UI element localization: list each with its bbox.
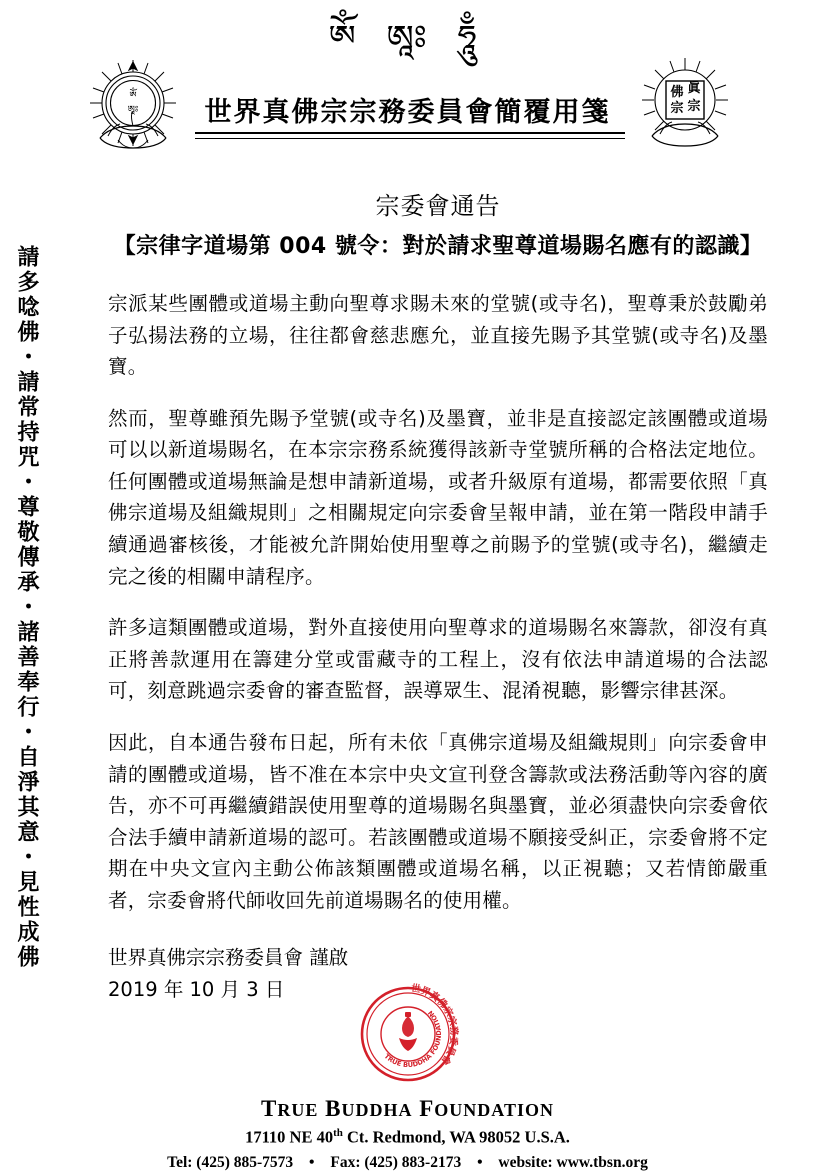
footer-tel: Tel: (425) 885-7573 (167, 1153, 294, 1171)
svg-text:TRUE BUDDHA FOUNDATION: TRUE BUDDHA FOUNDATION (382, 1008, 444, 1070)
svg-text:世界真佛宗宗務委員會: 世界真佛宗宗務委員會 (410, 982, 460, 1067)
tibetan-mantra: ༀ ཨཱཿ ཧཱུྃ (328, 18, 487, 58)
footer-website[interactable]: website: www.tbsn.org (498, 1153, 648, 1171)
svg-text:ༀ: ༀ (129, 91, 137, 101)
notice-subtitle: 【宗律字道場第 004 號令：對於請求聖尊道場賜名應有的認識】 (113, 234, 763, 259)
footer-address (0, 1127, 815, 1148)
svg-text:ཨཱཿ: ཨཱཿ (127, 105, 139, 115)
footer-separator-1: • (309, 1153, 315, 1171)
footer-organization (0, 1096, 815, 1122)
header-title: 世界真佛宗宗務委員會簡覆用箋 (204, 97, 611, 128)
svg-text:宗: 宗 (670, 101, 684, 116)
footer-org-uddha: UDDHA (341, 1100, 413, 1120)
footer-fax: Fax: (425) 883-2173 (330, 1153, 462, 1171)
footer-org-rue: RUE (277, 1100, 319, 1120)
paragraph-2: 然而，聖尊雖預先賜予堂號(或寺名)及墨寶，並非是直接認定該團體或道場可以以新道場賜名，在本宗宗務系統獲得該新寺堂號所稱的合格法定地位。任何團體或道場無論是想申請新道場，或者升級原有道場，都需要依照「真佛宗道場及組織規則」之相關規定向宗委會呈報申請，並在第一階段申請手續通過審核後，才能被允許開始使用聖尊之前賜予的堂號(或寺名)，繼續走完之後的相關申請程序。 (108, 406, 768, 588)
signature-organization: 世界真佛宗宗務委員會 謹啟 (108, 946, 349, 970)
address-suffix: Ct. Redmond, WA 98052 U.S.A. (342, 1127, 570, 1147)
document-body (108, 186, 768, 1005)
header-divider-top (195, 132, 625, 134)
red-round-seal (352, 978, 464, 1090)
svg-text:眞: 眞 (687, 81, 701, 96)
document-footer (0, 1096, 815, 1172)
footer-contact (0, 1154, 815, 1172)
address-ordinal: th (333, 1127, 343, 1139)
vertical-slogan: 請多唸佛・請常持咒・尊敬傳承・諸善奉行・自淨其意・見性成佛 (14, 245, 39, 970)
footer-org-b: B (325, 1096, 342, 1121)
paragraph-3: 許多這類團體或道場，對外直接使用向聖尊求的道場賜名來籌款，卻沒有真正將善款運用在籌建分堂或雷藏寺的工程上，沒有依法申請道場的合法認可，刻意跳過宗委會的審查監督，誤導眾生、混淆視聽，影響宗律甚深。 (108, 616, 768, 703)
paragraph-1: 宗派某些團體或道場主動向聖尊求賜未來的堂號(或寺名)，聖尊秉於鼓勵弟子弘揚法務的立場，往往都會慈悲應允，並直接先賜予其堂號(或寺名)及墨寶。 (108, 292, 768, 379)
footer-separator-2: • (477, 1153, 483, 1171)
footer-org-f: F (419, 1096, 435, 1121)
notice-title: 宗委會通告 (375, 192, 501, 220)
footer-org-oundation: OUNDATION (434, 1100, 554, 1120)
address-prefix: 17110 NE 40 (245, 1127, 334, 1147)
paragraph-4: 因此，自本通告發布日起，所有未依「真佛宗道場及組織規則」向宗委會申請的團體或道場，皆不准在本宗中央文宣刊登含籌款或法務活動等內容的廣告，亦不可再繼續錯誤使用聖尊的道場賜名與墨寶，並必須盡快向宗委會依合法手續申請新道場的認可。若該團體或道場不願接受糾正，宗委會將不定期在中央文宣內主動公佈該類團體或道場名稱，以正視聽；又若情節嚴重者，宗委會將代師收回先前道場賜名的使用權。 (108, 730, 768, 912)
signature-date: 2019 年 10 月 3 日 (108, 977, 285, 1001)
svg-text:佛: 佛 (670, 85, 684, 100)
svg-text:宗: 宗 (687, 99, 701, 114)
document-header (0, 12, 815, 172)
footer-org-t: T (261, 1096, 278, 1121)
header-divider-bottom (195, 138, 625, 139)
